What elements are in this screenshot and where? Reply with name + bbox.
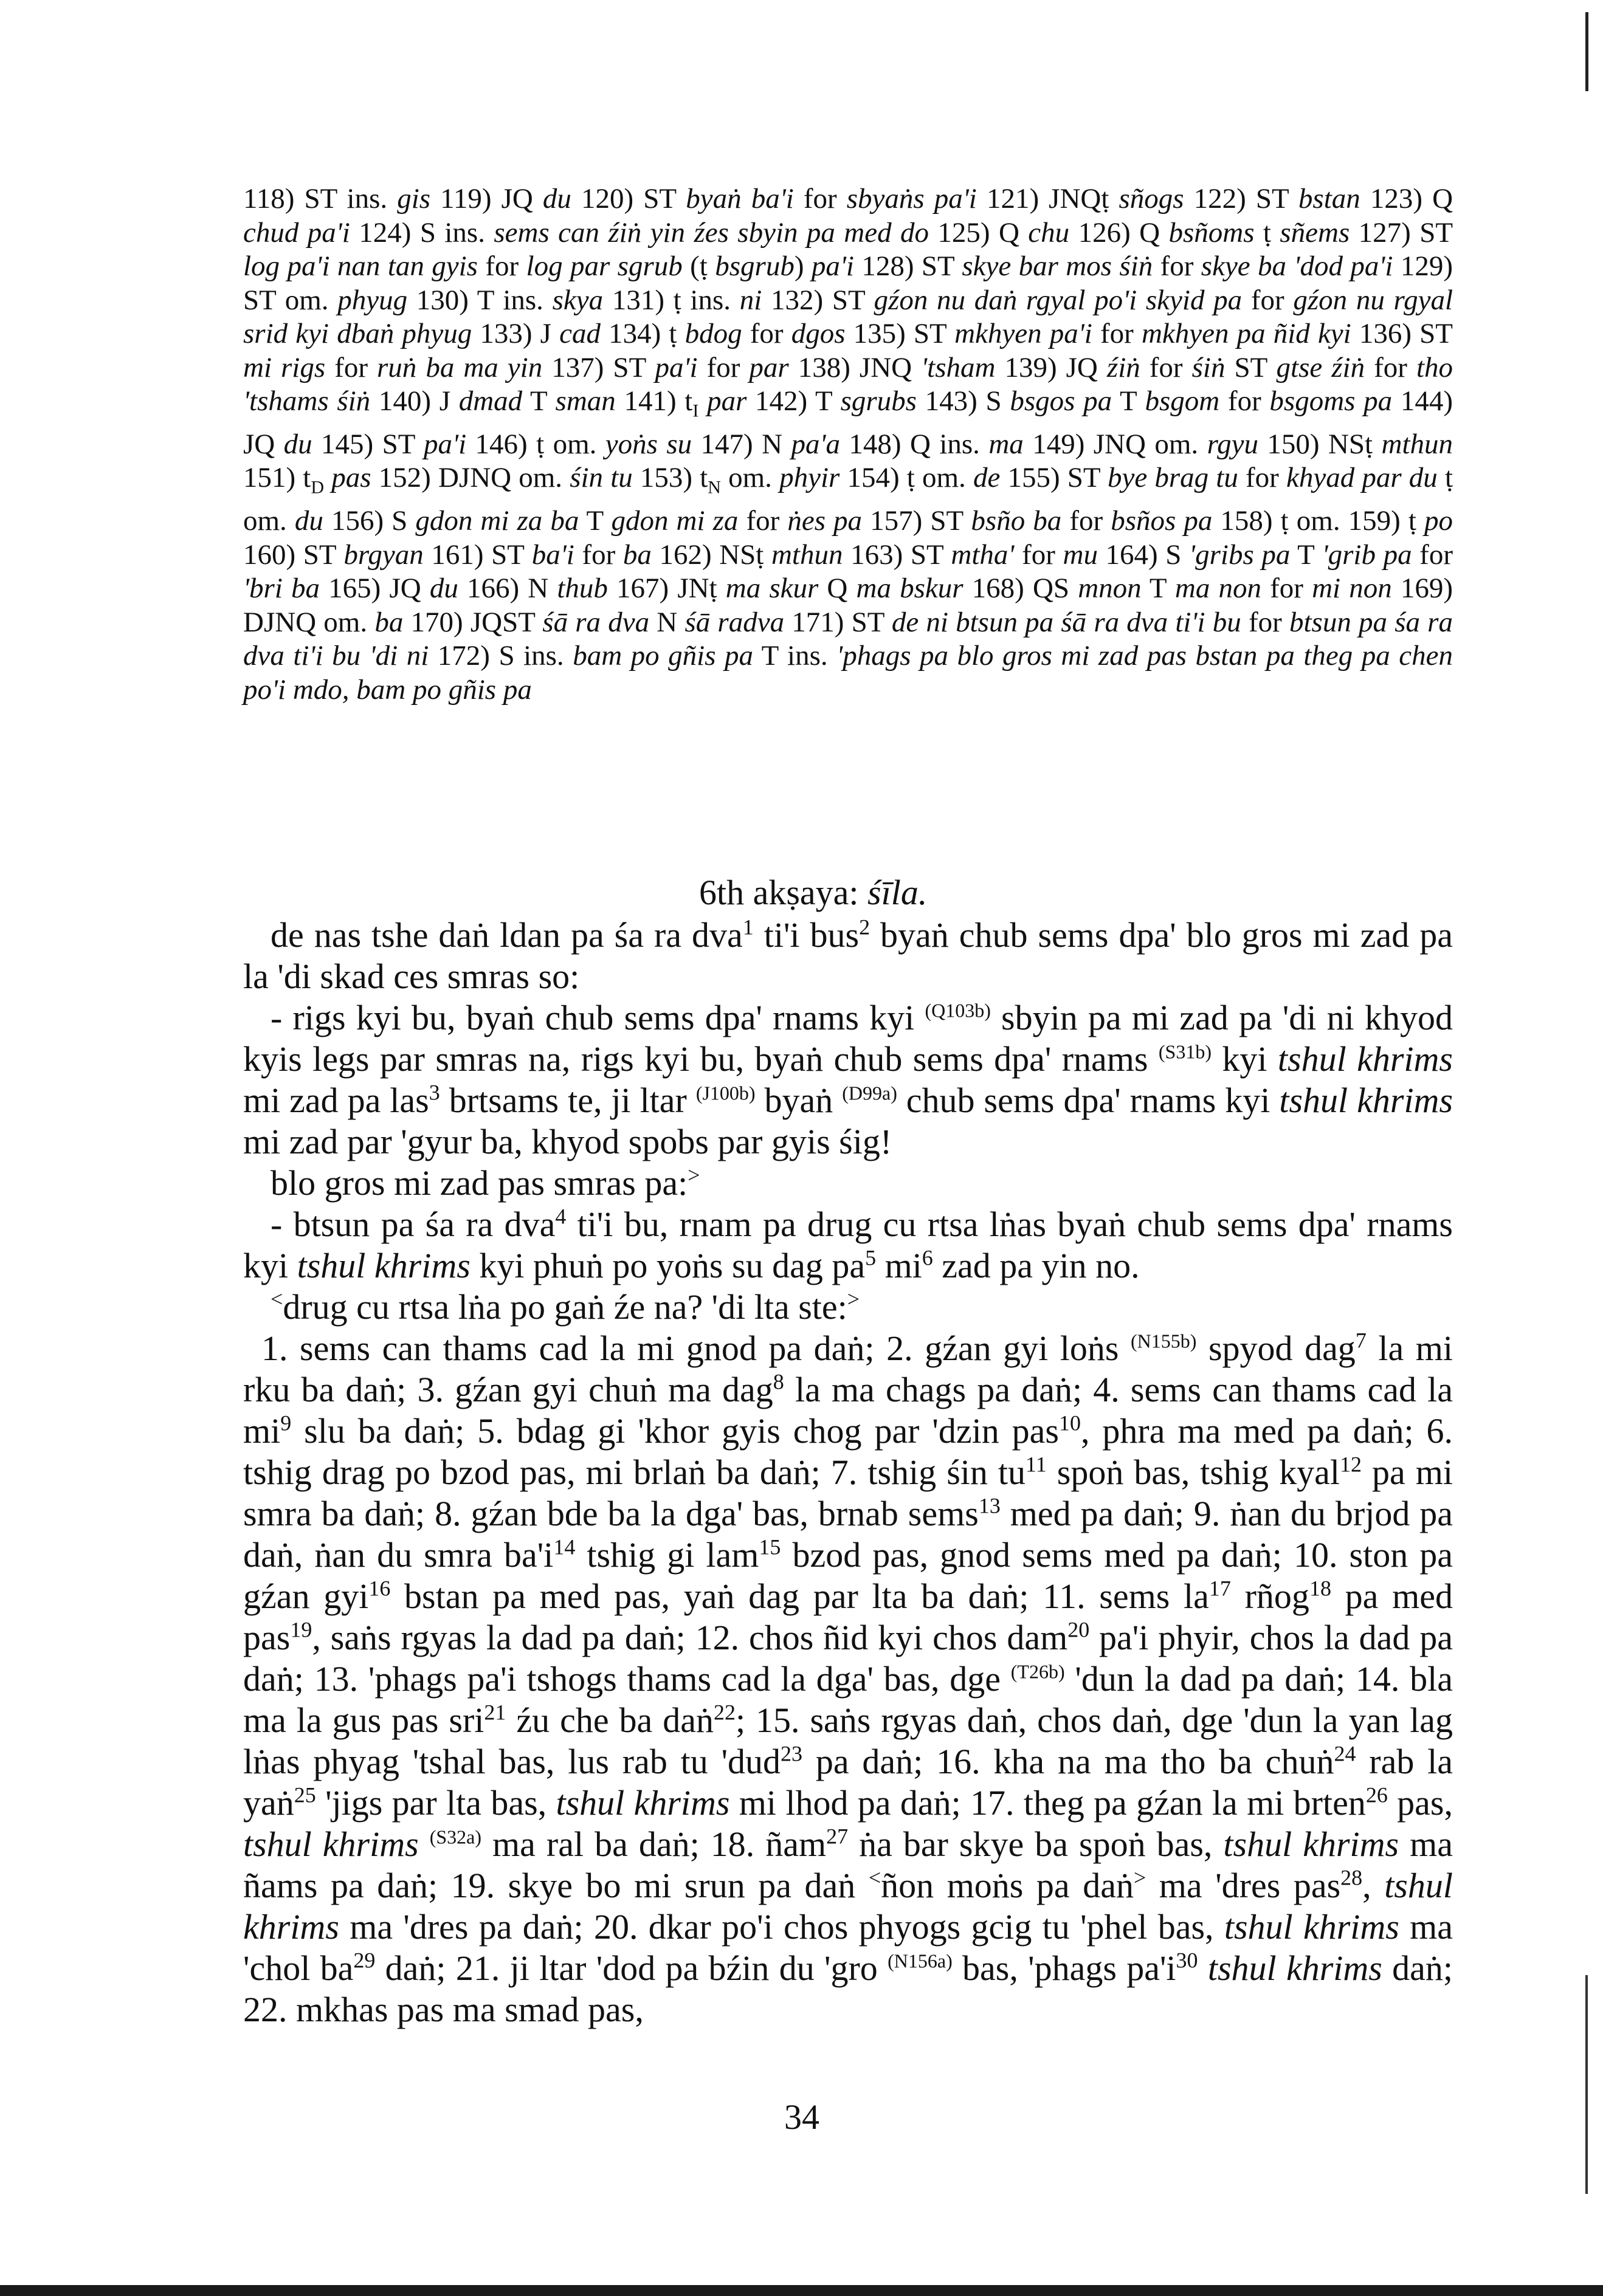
paragraph: - btsun pa śa ra dva$^4$ ti'i bu, rnam pa drug cu rtsa lṅas byaṅ chub sems dpa' rnams kyi tshul khrims kyi phuṅ po yoṅs su dag $pa^5$ $mi^6$ zad pa yin no. <box>243 1204 1453 1285</box>
section-heading: 6th akṣaya: śīla. <box>699 873 928 912</box>
paragraph: - rigs kyi bu, byaṅ chub sems dpa' rnams kyi $^{(Q103b)}$ sbyin pa mi zad pa 'di ni khyod kyis legs par smras na, rigs kyi bu, byaṅ chub sems dpa' rnams $^{(S31b)}$ kyi tshul khrims mi zad pa las$^3$ brtsams te, ji ltar $^{(J100b)}$ byaṅ $^{(D99a)}$ chub sems dpa' rnams kyi tshul khrims mi zad par 'gyur ba, khyod spobs par gyis śig! <box>243 998 1453 1161</box>
paragraph: blo gros mi zad pas smras pa:> <box>271 1163 700 1203</box>
edge-mark-top <box>1585 12 1588 91</box>
paragraph: <drug cu rtsa lṅa po gaṅ źe na? 'di lta ste:> <box>271 1287 860 1327</box>
paragraph: 1. sems can thams cad la mi gnod pa daṅ; 2. gźan gyi loṅs $^{(N155b)}$ spyod dag$^7$ la mi rku ba daṅ; 3. gźan gyi chuṅ ma dag$^8$ la ma chags pa daṅ; 4. sems can thams cad la $mi^9$ slu ba daṅ; 5. bdag gi 'khor gyis chog par 'dzin pas$^{10}$, phra ma med pa daṅ; 6. tshig drag po bzod pas, mi brlaṅ ba daṅ; 7. tshig śin $tu^{11}$ spoṅ bas, tshig kyal$^{12}$ pa mi smra ba daṅ; 8. gźan bde ba la dga' bas, brnab sems$^{13}$ med pa daṅ; 9. ṅan du brjod pa daṅ, ṅan du smra $ba'i^{14}$ tshig gi lam$^{15}$ bzod pas, gnod sems med pa daṅ; 10. ston pa gźan gyi$^{16}$ bstan pa med pas, yaṅ dag par lta ba daṅ; 11. sems $la^{17}$ rñog$^{18}$ pa med pas$^{19}$, saṅs rgyas la dad pa daṅ; 12. chos ñid kyi chos dam$^{20}$ pa'i phyir, chos la dad pa daṅ; 13. 'phags pa'i tshogs thams cad la dga' bas, dge $^{(T26b)}$ 'dun la dad pa daṅ; 14. bla ma la gus pas sri$^{21}$ źu che ba daṅ$^{22}$; 15. saṅs rgyas daṅ, chos daṅ, dge 'dun la yan lag lṅas phyag 'tshal bas, lus rab tu 'dud$^{23}$ pa daṅ; 16. kha na ma tho ba chuṅ$^{24}$ rab la yaṅ$^{25}$ 'jigs par lta bas, tshul khrims mi lhod pa daṅ; 17. theg pa gźan la mi brten$^{26}$ pas, tshul khrims $^{(S32a)}$ ma ral ba daṅ; 18. ñam$^{27}$ ṅa bar skye ba spoṅ bas, tshul khrims ma ñams pa daṅ; 19. skye bo mi srun pa daṅ <ñon moṅs pa daṅ> ma 'dres pas$^{28}$, tshul khrims ma 'dres pa daṅ; 20. dkar po'i chos phyogs gcig tu 'phel bas, tshul khrims ma 'chol $ba^{29}$ daṅ; 21. ji ltar 'dod pa bźin du 'gro $^{(N156a)}$ bas, 'phags $pa'i^{30}$ tshul khrims daṅ; 22. mkhas pas ma smad pas, <box>243 1328 1453 2029</box>
footnotes-block: 118) ST ins. gis 119) JQ du 120) ST byaṅ ba'i for sbyaṅs pa'i 121) JNQṭ sñogs 122) ST bstan 123) Q chud pa'i 124) S ins. sems can źiṅ yin źes sbyin pa med do 125) Q chu 126) Q bsñoms ṭ sñems 127) ST log pa'i nan tan gyis for log par sgrub (ṭ bsgrub) pa'i 128) ST skye bar mos śiṅ for skye ba 'dod pa'i 129) ST om. phyug 130) T ins. skya 131) ṭ ins. ni 132) ST gźon nu daṅ rgyal po'i skyid pa for gźon nu rgyal srid kyi dbaṅ phyug 133) J cad 134) ṭ bdog for dgos 135) ST mkhyen pa'i for mkhyen pa ñid kyi 136) ST mi rigs for ruṅ ba ma yin 137) ST pa'i for par 138) JNQ 'tsham 139) JQ źiṅ for śiṅ ST gtse źiṅ for tho 'tshams śiṅ 140) J dmad T sman 141) $t_I$ par 142) T sgrubs 143) S bsgos pa T bsgom for bsgoms pa 144) JQ du 145) ST pa'i 146) ṭ om. yoṅs su 147) N pa'a 148) Q ins. ma 149) JNQ om. rgyu 150) NSṭ mthun 151) $t_D$ pas 152) DJNQ om. śin tu 153) $t_N$ om. phyir 154) ṭ om. de 155) ST bye brag tu for khyad par du ṭ om. du 156) S gdon mi za ba T gdon mi za for ṅes pa 157) ST bsño ba for bsños pa 158) ṭ om. 159) ṭ po 160) ST brgyan 161) ST ba'i for ba 162) NSṭ mthun 163) ST mtha' for mu 164) S 'gribs pa T 'grib pa for 'bri ba 165) JQ du 166) N thub 167) JNṭ ma skur Q ma bskur 168) QS mnon T ma non for mi non 169) DJNQ om. ba 170) JQST śā ra dva N śā radva 171) ST de ni btsun pa śā ra dva ti'i bu for btsun pa śa ra dva ti'i bu 'di ni 172) S ins. bam po gñis pa T ins. 'phags pa blo gros mi zad pas bstan pa theg pa chen po'i mdo, bam po gñis pa <box>243 183 1453 706</box>
page-number: 34 <box>784 2097 819 2137</box>
bottom-rule <box>0 2285 1603 2296</box>
edge-mark-right <box>1585 1975 1588 2194</box>
paragraph: de nas tshe daṅ ldan pa śa ra dva$^1$ ti'i bus$^2$ byaṅ chub sems dpa' blo gros mi zad pa la 'di skad ces smras so: <box>243 915 1453 996</box>
main-text <box>243 915 1453 2030</box>
